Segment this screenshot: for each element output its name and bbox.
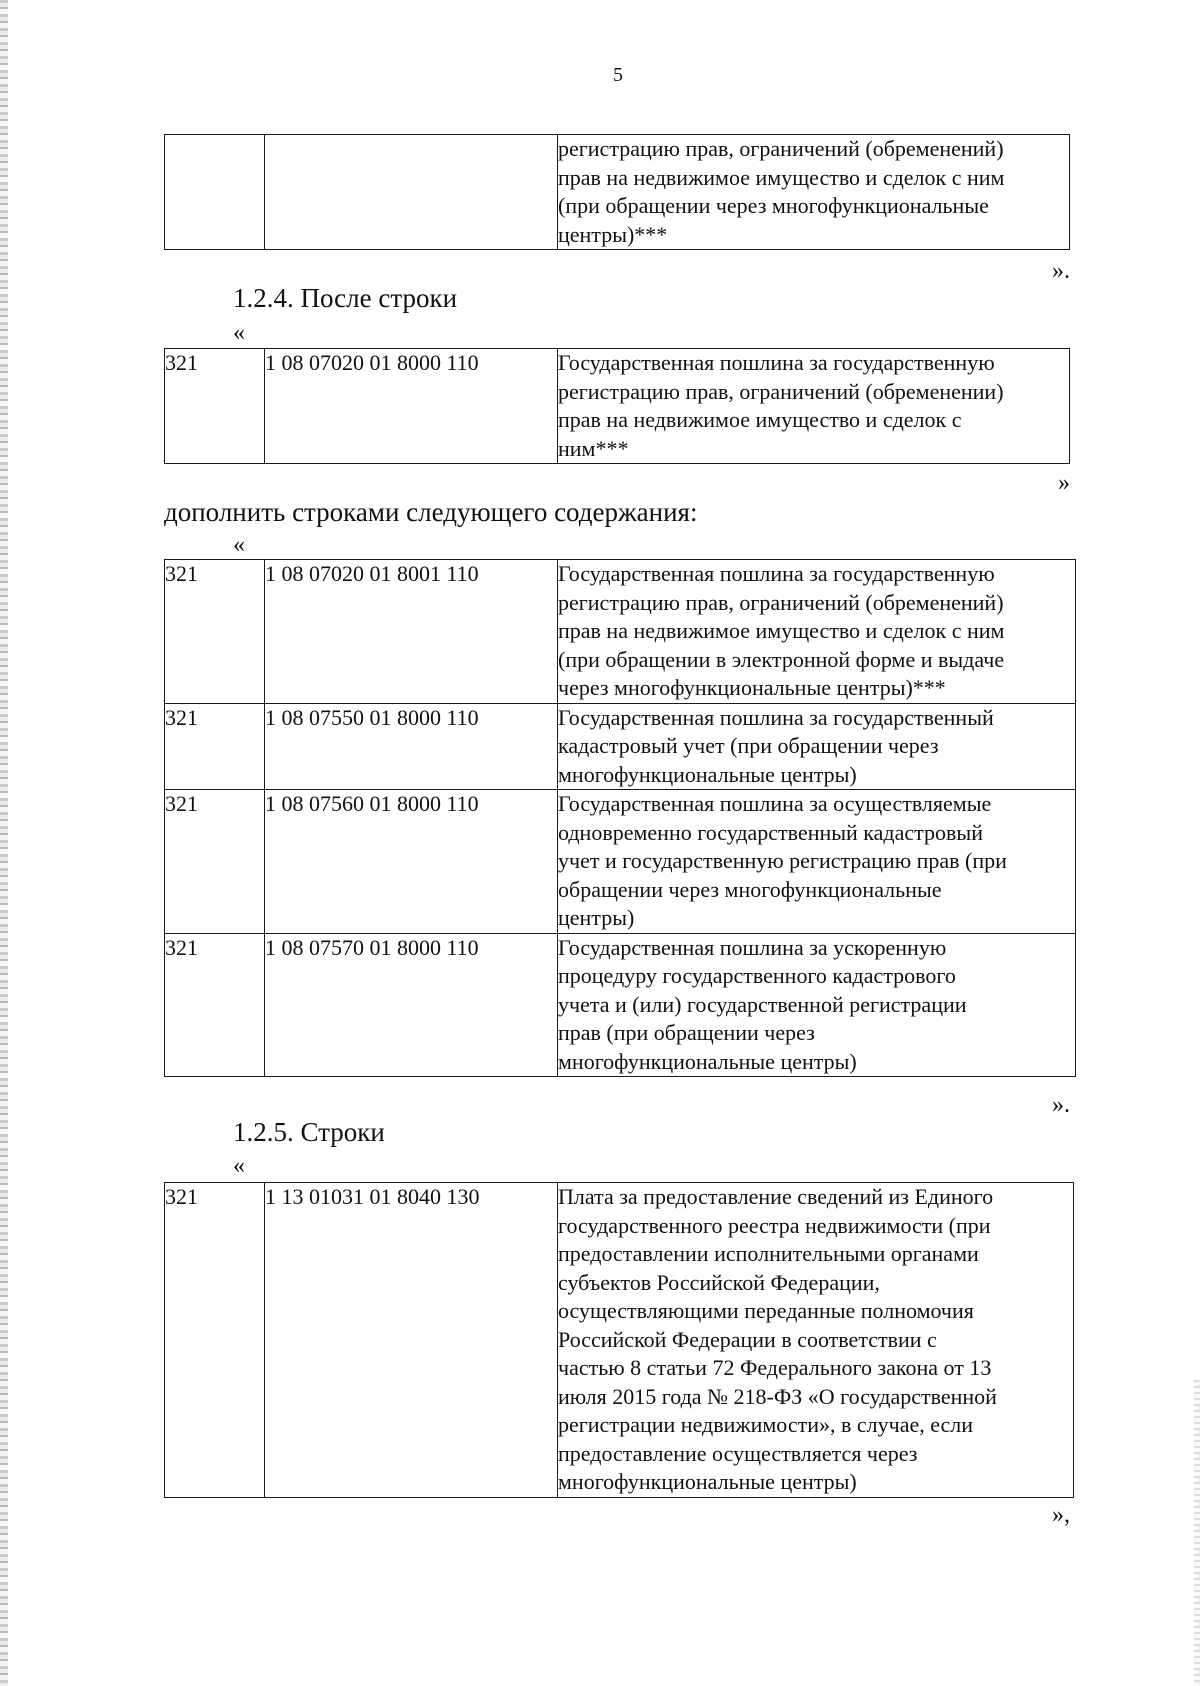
page-number: 5 [613, 64, 623, 86]
income-name-line: регистрацию прав, ограничений (обременений) [558, 136, 1004, 161]
income-name-cell [558, 135, 1070, 250]
admin-code-cell: 321 [165, 560, 265, 704]
income-name-line: частью 8 статьи 72 Федерального закона от 13 [558, 1355, 992, 1380]
income-name-line: Государственная пошлина за осуществляемые [558, 791, 992, 816]
continuation-table [164, 134, 1070, 250]
added-rows-table [164, 559, 1076, 1077]
income-name-line: (при обращении через многофункциональные [558, 193, 989, 218]
kbk-code-cell: 1 08 07570 01 8000 110 [265, 933, 558, 1077]
income-name-line: Государственная пошлина за государственную [558, 561, 995, 586]
replaced-row-table [164, 1182, 1074, 1498]
income-name-line: процедуру государственного кадастрового [558, 963, 956, 988]
kbk-code-cell: 1 08 07020 01 8001 110 [265, 560, 558, 704]
income-name-cell [558, 560, 1076, 704]
income-name-line: центры) [558, 905, 635, 930]
table-row [165, 933, 1076, 1077]
income-name-line: прав на недвижимое имущество и сделок с [558, 407, 962, 432]
income-name-cell [558, 703, 1076, 790]
kbk-code-cell: 1 08 07020 01 8000 110 [265, 349, 558, 464]
income-name-cell [558, 933, 1076, 1077]
table-row [165, 349, 1070, 464]
income-name-line: многофункциональные центры) [558, 761, 857, 787]
income-name-line: июля 2015 года № 218-ФЗ «О государственной [558, 1383, 997, 1409]
kbk-code-cell [265, 135, 558, 250]
closing-quote: » [1058, 470, 1070, 496]
table-row [165, 560, 1076, 704]
income-name-line: прав на недвижимое имущество и сделок с ним [558, 164, 1005, 190]
admin-code-cell: 321 [165, 1183, 265, 1498]
income-name-line: кадастровый учет (при обращении через [558, 733, 939, 758]
income-name-line: предоставлении исполнительными органами [558, 1241, 979, 1266]
opening-quote: « [233, 1153, 245, 1179]
income-name-line: одновременно государственный кадастровый [558, 819, 983, 845]
closing-quote: ». [1052, 1092, 1070, 1118]
closing-quote: », [1052, 1502, 1070, 1528]
section-heading-1-2-4: 1.2.4. После строки [233, 283, 458, 313]
income-name-cell [558, 790, 1076, 934]
kbk-code-cell: 1 08 07550 01 8000 110 [265, 703, 558, 790]
income-name-line: регистрацию прав, ограничений (обременении) [558, 378, 1004, 404]
income-name-cell [558, 349, 1070, 464]
income-name-line: Плата за предоставление сведений из Единого [558, 1184, 994, 1209]
opening-quote: « [233, 320, 245, 346]
income-name-line: многофункциональные центры) [558, 1469, 857, 1494]
income-name-line: осуществляющими переданные полномочия [558, 1298, 974, 1323]
table-row [165, 135, 1070, 250]
section-heading-1-2-5: 1.2.5. Строки [233, 1117, 385, 1147]
income-name-line: учета и (или) государственной регистрации [558, 991, 967, 1017]
scan-edge-right [1194, 1380, 1200, 1686]
income-name-line: многофункциональные центры) [558, 1048, 857, 1074]
income-name-line: прав (при обращении через [558, 1020, 815, 1045]
income-name-line: центры)*** [558, 221, 668, 247]
table-row [165, 1183, 1074, 1498]
income-name-cell [558, 1183, 1074, 1498]
income-name-line: Государственная пошлина за государственную [558, 350, 995, 375]
replaced-row-table [164, 348, 1070, 464]
table-row [165, 790, 1076, 934]
income-name-line: регистрации недвижимости», в случае, если [558, 1412, 974, 1437]
opening-quote: « [233, 532, 245, 558]
income-name-line: прав на недвижимое имущество и сделок с ним [558, 618, 1005, 643]
income-name-line: обращении через многофункциональные [558, 876, 942, 902]
income-name-line: учет и государственную регистрацию прав (при [558, 848, 1007, 873]
admin-code-cell: 321 [165, 933, 265, 1077]
income-name-line: Российской Федерации в соответствии с [558, 1326, 937, 1352]
income-name-line: предоставление осуществляется через [558, 1440, 918, 1466]
closing-quote: ». [1052, 258, 1070, 284]
income-name-line: ним*** [558, 435, 629, 461]
admin-code-cell: 321 [165, 790, 265, 934]
income-name-line: регистрацию прав, ограничений (обременений) [558, 589, 1004, 615]
income-name-line: через многофункциональные центры)*** [558, 675, 946, 700]
add-rows-clause: дополнить строками следующего содержания: [164, 497, 698, 527]
admin-code-cell: 321 [165, 349, 265, 464]
table-row [165, 703, 1076, 790]
admin-code-cell [165, 135, 265, 250]
kbk-code-cell: 1 13 01031 01 8040 130 [265, 1183, 558, 1498]
income-name-line: Государственная пошлина за государственный [558, 704, 994, 730]
scan-edge-left [0, 0, 8, 1686]
income-name-line: Государственная пошлина за ускоренную [558, 934, 947, 960]
kbk-code-cell: 1 08 07560 01 8000 110 [265, 790, 558, 934]
income-name-line: государственного реестра недвижимости (при [558, 1212, 991, 1238]
income-name-line: субъектов Российской Федерации, [558, 1269, 880, 1295]
admin-code-cell: 321 [165, 703, 265, 790]
income-name-line: (при обращении в электронной форме и выдаче [558, 646, 1005, 672]
